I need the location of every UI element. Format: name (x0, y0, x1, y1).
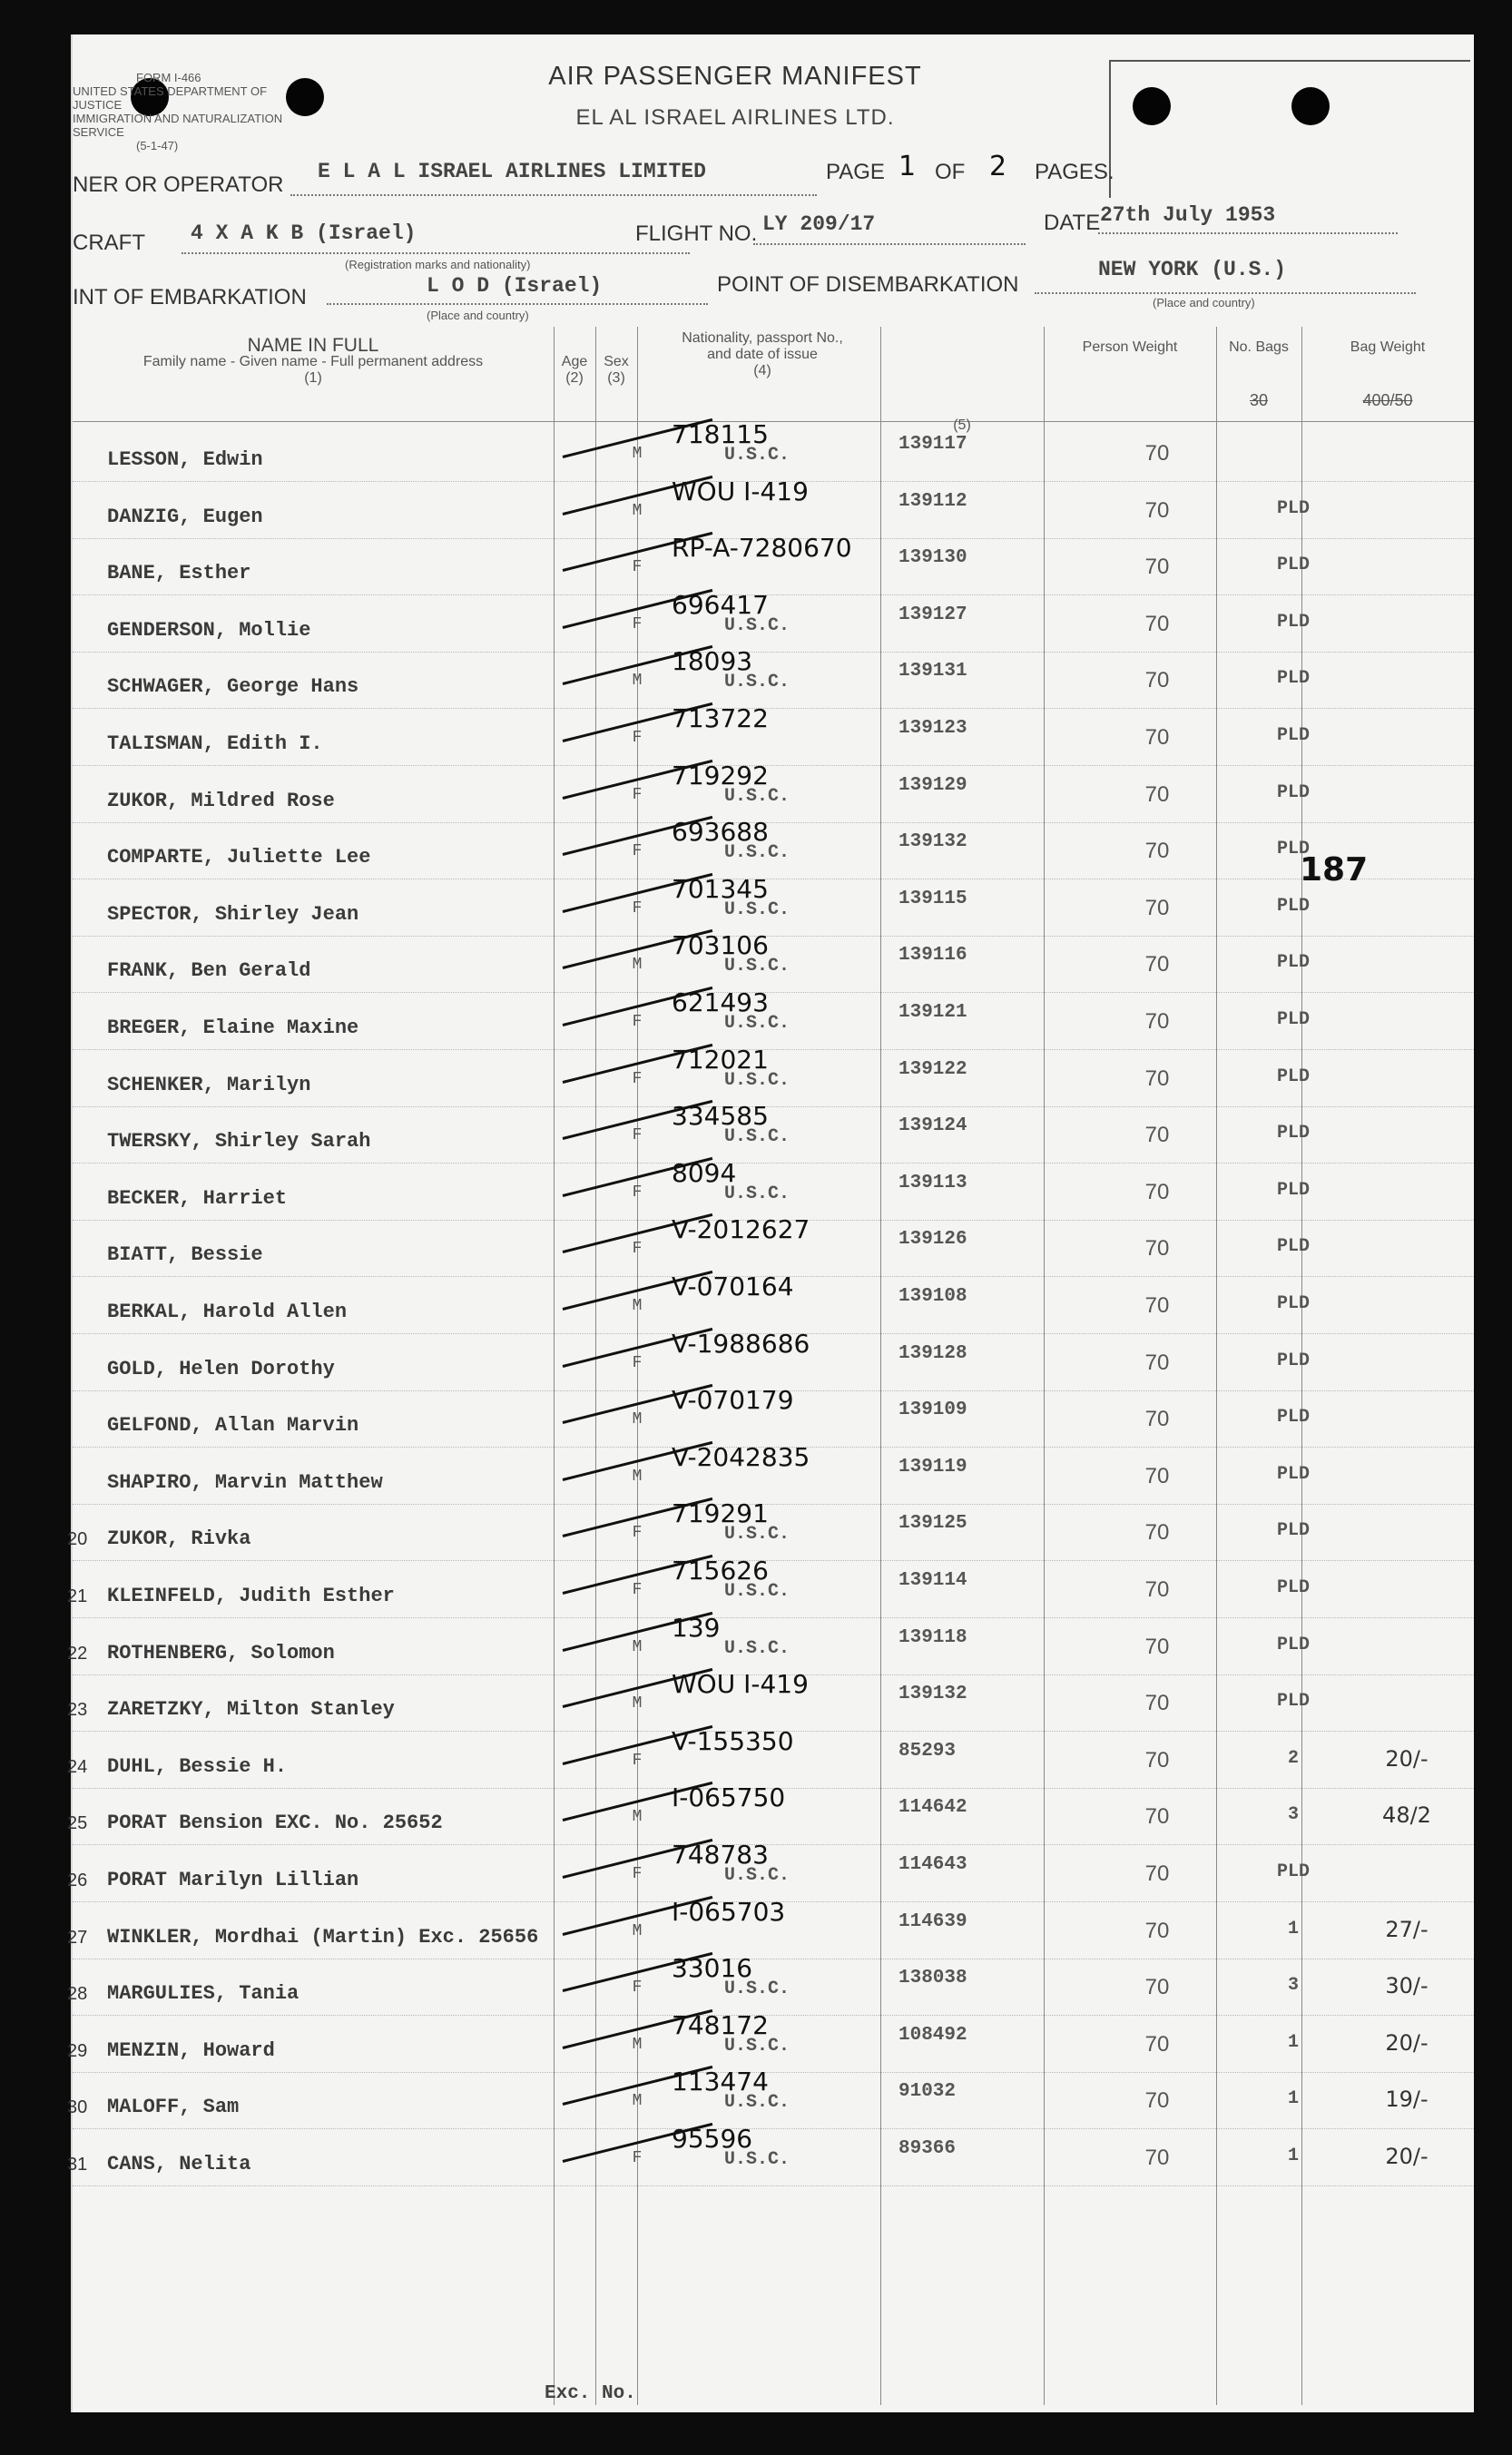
passenger-name: DANZIG, Eugen (107, 505, 263, 528)
passenger-name: GELFOND, Allan Marvin (107, 1414, 359, 1438)
passport-number: 748783 (672, 1840, 769, 1870)
passenger-name: PORAT Bension EXC. No. 25652 (107, 1812, 443, 1835)
passport-number: 95596 (672, 2124, 753, 2154)
bag-count: PLD (1276, 1577, 1310, 1598)
row-number: 29 (67, 2040, 88, 2061)
passport-number: V-1988686 (672, 1328, 810, 1359)
ticket-number: 138038 (898, 1968, 967, 1989)
ticket-number: 114643 (898, 1854, 967, 1875)
flight-value: LY 209/17 (762, 212, 876, 236)
person-weight: 70 (1144, 2031, 1170, 2057)
ticket-number: 139116 (898, 945, 967, 967)
passenger-sex: F (632, 842, 643, 861)
person-weight: 70 (1144, 1975, 1170, 2000)
ticket-number: 91032 (898, 2081, 957, 2103)
table-row (73, 533, 1474, 595)
bag-count: PLD (1276, 895, 1310, 917)
person-weight: 70 (1144, 725, 1170, 750)
table-row (73, 987, 1474, 1050)
bag-count: PLD (1276, 497, 1310, 519)
bag-count: PLD (1276, 668, 1310, 690)
table-row (73, 1441, 1474, 1505)
footer-fragment: Exc. No. (545, 2383, 636, 2404)
table-row (67, 1782, 1474, 1845)
bag-count: 1 (1287, 2031, 1299, 2053)
passenger-sex: M (632, 1467, 643, 1486)
ticket-number: 139109 (898, 1399, 967, 1421)
row-number: 31 (67, 2155, 88, 2175)
nationality-code: U.S.C. (724, 2035, 790, 2057)
table-row (67, 1953, 1474, 2016)
nationality-code: U.S.C. (724, 1013, 790, 1034)
passenger-sex: M (632, 445, 643, 463)
ticket-number: 139122 (898, 1058, 967, 1080)
passenger-sex: F (632, 1751, 643, 1770)
passenger-sex: F (632, 1524, 643, 1543)
table-row (67, 1725, 1474, 1789)
bag-count: PLD (1276, 1861, 1310, 1882)
table-row (67, 1612, 1474, 1675)
person-weight: 70 (1144, 668, 1170, 693)
bag-count: 3 (1287, 1804, 1299, 1826)
bag-count: PLD (1276, 1691, 1310, 1713)
ticket-number: 139108 (898, 1286, 967, 1307)
table-row (73, 646, 1474, 709)
bag-count: PLD (1276, 611, 1310, 633)
bag-count: 1 (1287, 1918, 1299, 1939)
person-weight: 70 (1144, 611, 1170, 636)
passenger-sex: F (632, 2149, 643, 2167)
nationality-code: U.S.C. (724, 785, 790, 807)
table-row (73, 703, 1474, 766)
table-row (73, 419, 1474, 482)
ticket-number: 139119 (898, 1456, 967, 1478)
nationality-code: U.S.C. (724, 842, 790, 864)
col-age-header: Age (2) (561, 354, 588, 386)
passenger-sex: F (632, 729, 643, 747)
bag-weight: 20/- (1385, 2144, 1429, 2169)
passenger-sex: M (632, 2035, 643, 2054)
person-weight: 70 (1144, 1065, 1170, 1091)
passenger-name: ZUKOR, Mildred Rose (107, 789, 335, 812)
passenger-sex: F (632, 1240, 643, 1259)
bag-count: PLD (1276, 1293, 1310, 1314)
passenger-name: ZUKOR, Rivka (107, 1527, 251, 1551)
ticket-number: 139112 (898, 490, 967, 512)
passport-number: 719292 (672, 760, 769, 791)
bag-count: PLD (1276, 952, 1310, 974)
of-label: OF (935, 160, 966, 184)
passenger-name: GENDERSON, Mollie (107, 618, 311, 642)
ticket-number: 139126 (898, 1229, 967, 1251)
page-title: AIR PASSENGER MANIFEST (548, 62, 922, 91)
col-nationality-header: Nationality, passport No., and date of issue (4) (682, 330, 843, 378)
ticket-number: 139124 (898, 1115, 967, 1137)
passenger-name: ZARETZKY, Milton Stanley (107, 1698, 395, 1722)
margin-note: 187 (1300, 851, 1369, 889)
embark-value: L O D (Israel) (427, 274, 603, 298)
passport-number: 113474 (672, 2067, 769, 2097)
bag-count: PLD (1276, 1463, 1310, 1485)
passport-number: I-065703 (672, 1896, 786, 1927)
ticket-number: 139127 (898, 604, 967, 625)
nationality-code: U.S.C. (724, 956, 790, 977)
bag-count: 3 (1287, 1975, 1299, 1997)
person-weight: 70 (1144, 1747, 1170, 1773)
person-weight: 70 (1144, 2146, 1170, 2170)
passport-number: 18093 (672, 646, 753, 677)
passenger-sex: M (632, 1637, 643, 1656)
row-number: 21 (67, 1586, 88, 1606)
pages-label: PAGES. (1035, 160, 1114, 184)
passport-number: V-070179 (672, 1385, 794, 1416)
table-row (73, 1214, 1474, 1277)
bag-count: PLD (1276, 1350, 1310, 1371)
bag-count: PLD (1276, 1009, 1310, 1030)
ticket-number: 139132 (898, 831, 967, 853)
disembark-note: (Place and country) (1153, 296, 1255, 309)
nationality-code: U.S.C. (724, 2092, 790, 2114)
passenger-sex: M (632, 2092, 643, 2111)
col-bag-weight-header: Bag Weight (1350, 339, 1426, 355)
bag-count: 1 (1287, 2088, 1299, 2110)
bag-count: 1 (1287, 2146, 1299, 2166)
table-row (67, 2124, 1474, 2186)
bag-weight: 30/- (1385, 1973, 1429, 1999)
col-name-header: NAME IN FULL Family name - Given name - Full permanent address (1) (142, 335, 484, 386)
passport-number: V-155350 (672, 1725, 794, 1756)
ticket-number: 89366 (898, 2138, 957, 2159)
passenger-name: COMPARTE, Juliette Lee (107, 846, 371, 869)
passport-number: 703106 (672, 930, 769, 961)
table-row (73, 1385, 1474, 1448)
passport-number: 334585 (672, 1101, 769, 1132)
bag-count: PLD (1276, 1123, 1310, 1144)
passport-number: 712021 (672, 1044, 769, 1075)
passenger-sex: F (632, 1126, 643, 1145)
table-row (67, 2067, 1474, 2129)
ticket-number: 139131 (898, 661, 967, 682)
ticket-number: 139121 (898, 1002, 967, 1023)
passenger-name: BIATT, Bessie (107, 1243, 263, 1267)
person-weight: 70 (1144, 1236, 1170, 1262)
table-row (73, 760, 1474, 823)
ticket-number: 139117 (898, 434, 967, 455)
person-weight: 70 (1144, 555, 1170, 580)
col-5-header: (5) (953, 417, 971, 433)
table-row (73, 476, 1474, 539)
table-row (73, 1328, 1474, 1391)
aircraft-value: 4 X A K B (Israel) (191, 221, 417, 245)
row-number: 26 (67, 1871, 88, 1890)
passenger-name: KLEINFELD, Judith Esther (107, 1585, 395, 1607)
passenger-name: BECKER, Harriet (107, 1186, 288, 1210)
passport-number: 748172 (672, 2009, 769, 2040)
nationality-code: U.S.C. (724, 1183, 790, 1204)
person-weight: 70 (1144, 1804, 1170, 1830)
passport-number: 696417 (672, 589, 769, 620)
ticket-number: 139118 (898, 1626, 967, 1648)
owner-label: NER OR OPERATOR (73, 172, 284, 197)
passenger-name: MENZIN, Howard (107, 2038, 275, 2062)
person-weight: 70 (1144, 1293, 1170, 1318)
date-label: DATE (1044, 211, 1101, 235)
person-weight: 70 (1144, 441, 1170, 466)
passenger-name: SHAPIRO, Marvin Matthew (107, 1470, 383, 1494)
airline-name: EL AL ISRAEL AIRLINES LTD. (575, 105, 895, 130)
person-weight: 70 (1144, 1918, 1170, 1943)
ticket-number: 108492 (898, 2024, 967, 2046)
passenger-sex: M (632, 956, 643, 975)
header-bagw-value: 400/50 (1362, 391, 1413, 409)
row-number: 25 (67, 1813, 88, 1834)
passenger-sex: M (632, 1808, 643, 1827)
passenger-name: MARGULIES, Tania (107, 1982, 299, 2006)
passport-number: 693688 (672, 817, 769, 848)
passenger-name: SPECTOR, Shirley Jean (107, 902, 359, 926)
disembark-label: POINT OF DISEMBARKATION (717, 272, 1019, 297)
nationality-code: U.S.C. (724, 672, 790, 693)
owner-value: E L A L ISRAEL AIRLINES LIMITED (318, 160, 706, 183)
table-row (73, 1101, 1474, 1164)
flight-label: FLIGHT NO. (635, 221, 758, 246)
passenger-name: FRANK, Ben Gerald (107, 959, 311, 983)
passport-number: WOU I-419 (672, 476, 809, 506)
bag-count: 2 (1287, 1747, 1299, 1769)
bag-count: PLD (1276, 1236, 1310, 1258)
row-number: 28 (67, 1984, 88, 2005)
bag-count: PLD (1276, 839, 1310, 860)
passport-number: 718115 (672, 419, 769, 449)
bag-weight: 20/- (1385, 1745, 1429, 1772)
ticket-number: 139125 (898, 1513, 967, 1535)
person-weight: 70 (1144, 1350, 1170, 1375)
form-id: FORM I-466 UNITED STATES DEPARTMENT OF JUSTICE IMMIGRATION AND NATURALIZATION SERVICE (5-1-47) (73, 71, 283, 152)
passenger-name: DUHL, Bessie H. (107, 1754, 288, 1778)
date-value: 27th July 1953 (1100, 203, 1276, 227)
table-row (67, 1840, 1474, 1902)
nationality-code: U.S.C. (724, 445, 790, 466)
passenger-sex: F (632, 1581, 643, 1599)
passenger-name: BANE, Esther (107, 562, 251, 585)
row-number: 23 (67, 1700, 88, 1721)
table-row (73, 930, 1474, 993)
person-weight: 70 (1144, 1463, 1170, 1488)
ticket-number: 139130 (898, 547, 967, 569)
table-row (73, 1272, 1474, 1334)
page-label: PAGE (826, 160, 885, 184)
bag-count: PLD (1276, 555, 1310, 576)
bag-count: PLD (1276, 781, 1310, 803)
person-weight: 70 (1144, 1634, 1170, 1659)
bag-weight: 20/- (1385, 2029, 1429, 2056)
passenger-name: ROTHENBERG, Solomon (107, 1641, 335, 1664)
passenger-sex: F (632, 1069, 643, 1088)
person-weight: 70 (1144, 2088, 1170, 2114)
nationality-code: U.S.C. (724, 899, 790, 920)
passenger-name: SCHWAGER, George Hans (107, 675, 359, 699)
nationality-code: U.S.C. (724, 1524, 790, 1546)
passenger-sex: M (632, 1921, 643, 1940)
ticket-number: 139114 (898, 1570, 967, 1591)
stamp-area (1109, 60, 1470, 198)
passenger-sex: F (632, 899, 643, 918)
passenger-name: MALOFF, Sam (107, 2096, 240, 2119)
passenger-table (67, 327, 1474, 2405)
passport-number: 713722 (672, 703, 769, 733)
passport-number: 139 (672, 1612, 721, 1643)
ticket-number: 139123 (898, 718, 967, 739)
passenger-sex: F (632, 614, 643, 633)
table-row (73, 589, 1474, 653)
person-weight: 70 (1144, 952, 1170, 977)
manifest-page (67, 34, 1474, 2412)
passenger-name: GOLD, Helen Dorothy (107, 1357, 335, 1380)
person-weight: 70 (1144, 895, 1170, 920)
passenger-sex: M (632, 672, 643, 691)
nationality-code: U.S.C. (724, 1979, 790, 2000)
of-value: 2 (989, 151, 1007, 182)
ticket-number: 114639 (898, 1910, 967, 1932)
passport-number: I-065750 (672, 1782, 786, 1813)
col-sex-header: Sex (3) (604, 354, 629, 386)
person-weight: 70 (1144, 1520, 1170, 1546)
disembark-value: NEW YORK (U.S.) (1098, 258, 1287, 281)
row-number: 22 (67, 1643, 88, 1664)
col-bags-header: No. Bags (1229, 339, 1289, 355)
nationality-code: U.S.C. (724, 614, 790, 636)
person-weight: 70 (1144, 1577, 1170, 1602)
table-row (67, 1669, 1474, 1732)
passenger-name: TALISMAN, Edith I. (107, 732, 323, 755)
bag-weight: 48/2 (1382, 1802, 1431, 1829)
table-row (67, 2009, 1474, 2073)
passenger-name: WINKLER, Mordhai (Martin) Exc. 25656 (107, 1925, 539, 1949)
ticket-number: 114642 (898, 1797, 967, 1819)
ticket-number: 139129 (898, 774, 967, 796)
row-number: 27 (67, 1927, 88, 1948)
nationality-code: U.S.C. (724, 2149, 790, 2170)
passport-number: 621493 (672, 987, 769, 1017)
passenger-name: PORAT Marilyn Lillian (107, 1869, 359, 1891)
passport-number: V-2042835 (672, 1441, 810, 1472)
passenger-sex: F (632, 1353, 643, 1372)
bag-count: PLD (1276, 1407, 1310, 1429)
nationality-code: U.S.C. (724, 1637, 790, 1659)
person-weight: 70 (1144, 1123, 1170, 1148)
person-weight: 70 (1144, 781, 1170, 807)
passenger-sex: F (632, 1865, 643, 1883)
ticket-number: 139128 (898, 1342, 967, 1364)
passenger-name: BERKAL, Harold Allen (107, 1301, 348, 1323)
nationality-code: U.S.C. (724, 1581, 790, 1602)
passenger-sex: M (632, 1694, 643, 1714)
passport-number: 719291 (672, 1498, 769, 1529)
person-weight: 70 (1144, 839, 1170, 864)
passenger-sex: F (632, 1979, 643, 1998)
bag-count: PLD (1276, 725, 1310, 746)
person-weight: 70 (1144, 1691, 1170, 1716)
table-row (73, 817, 1474, 879)
embark-label: INT OF EMBARKATION (73, 285, 307, 309)
ticket-number: 139132 (898, 1684, 967, 1705)
bag-count: PLD (1276, 1634, 1310, 1655)
table-row (73, 1044, 1474, 1107)
table-row (67, 1896, 1474, 1959)
row-number: 24 (67, 1756, 88, 1777)
passenger-sex: F (632, 1013, 643, 1031)
col-person-weight-header: Person Weight (1082, 339, 1178, 355)
passenger-name: SCHENKER, Marilyn (107, 1073, 311, 1096)
person-weight: 70 (1144, 1009, 1170, 1034)
bag-weight: 19/- (1385, 2087, 1429, 2113)
passenger-sex: M (632, 501, 643, 520)
passport-number: V-2012627 (672, 1214, 810, 1245)
aircraft-note: (Registration marks and nationality) (345, 258, 531, 271)
nationality-code: U.S.C. (724, 1865, 790, 1886)
person-weight: 70 (1144, 1407, 1170, 1432)
passenger-name: TWERSKY, Shirley Sarah (107, 1130, 371, 1154)
person-weight: 70 (1144, 497, 1170, 523)
passport-number: 8094 (672, 1157, 737, 1188)
ticket-number: 139115 (898, 888, 967, 909)
passport-number: V-070164 (672, 1272, 794, 1301)
passport-number: RP-A-7280670 (672, 533, 852, 564)
bag-weight: 27/- (1385, 1916, 1429, 1942)
passenger-sex: F (632, 558, 643, 577)
bag-count: PLD (1276, 1179, 1310, 1201)
page-value: 1 (898, 151, 917, 182)
nationality-code: U.S.C. (724, 1126, 790, 1148)
header-bags-value: 30 (1249, 391, 1269, 409)
table-row (67, 1498, 1474, 1561)
passenger-name: LESSON, Edwin (107, 448, 263, 471)
embark-note: (Place and country) (427, 309, 529, 322)
person-weight: 70 (1144, 1861, 1170, 1886)
passenger-name: BREGER, Elaine Maxine (107, 1016, 359, 1039)
passport-number: WOU I-419 (672, 1669, 809, 1700)
passport-number: 701345 (672, 873, 769, 904)
row-number: 30 (67, 2097, 88, 2118)
ticket-number: 139113 (898, 1172, 967, 1193)
table-row (73, 873, 1474, 937)
passport-number: 33016 (672, 1953, 753, 1984)
row-number: 20 (67, 1529, 88, 1550)
bag-count: PLD (1276, 1520, 1310, 1542)
passenger-sex: M (632, 1410, 643, 1429)
ticket-number: 85293 (898, 1740, 957, 1762)
passenger-sex: F (632, 1183, 643, 1202)
table-row (73, 1157, 1474, 1221)
table-row (67, 1556, 1474, 1618)
passport-number: 715626 (672, 1556, 769, 1586)
bag-count: PLD (1276, 1065, 1310, 1087)
passenger-sex: M (632, 1297, 643, 1315)
person-weight: 70 (1144, 1179, 1170, 1204)
aircraft-label: CRAFT (73, 231, 145, 255)
nationality-code: U.S.C. (724, 1069, 790, 1091)
passenger-name: CANS, Nelita (107, 2153, 251, 2175)
passenger-sex: F (632, 785, 643, 804)
